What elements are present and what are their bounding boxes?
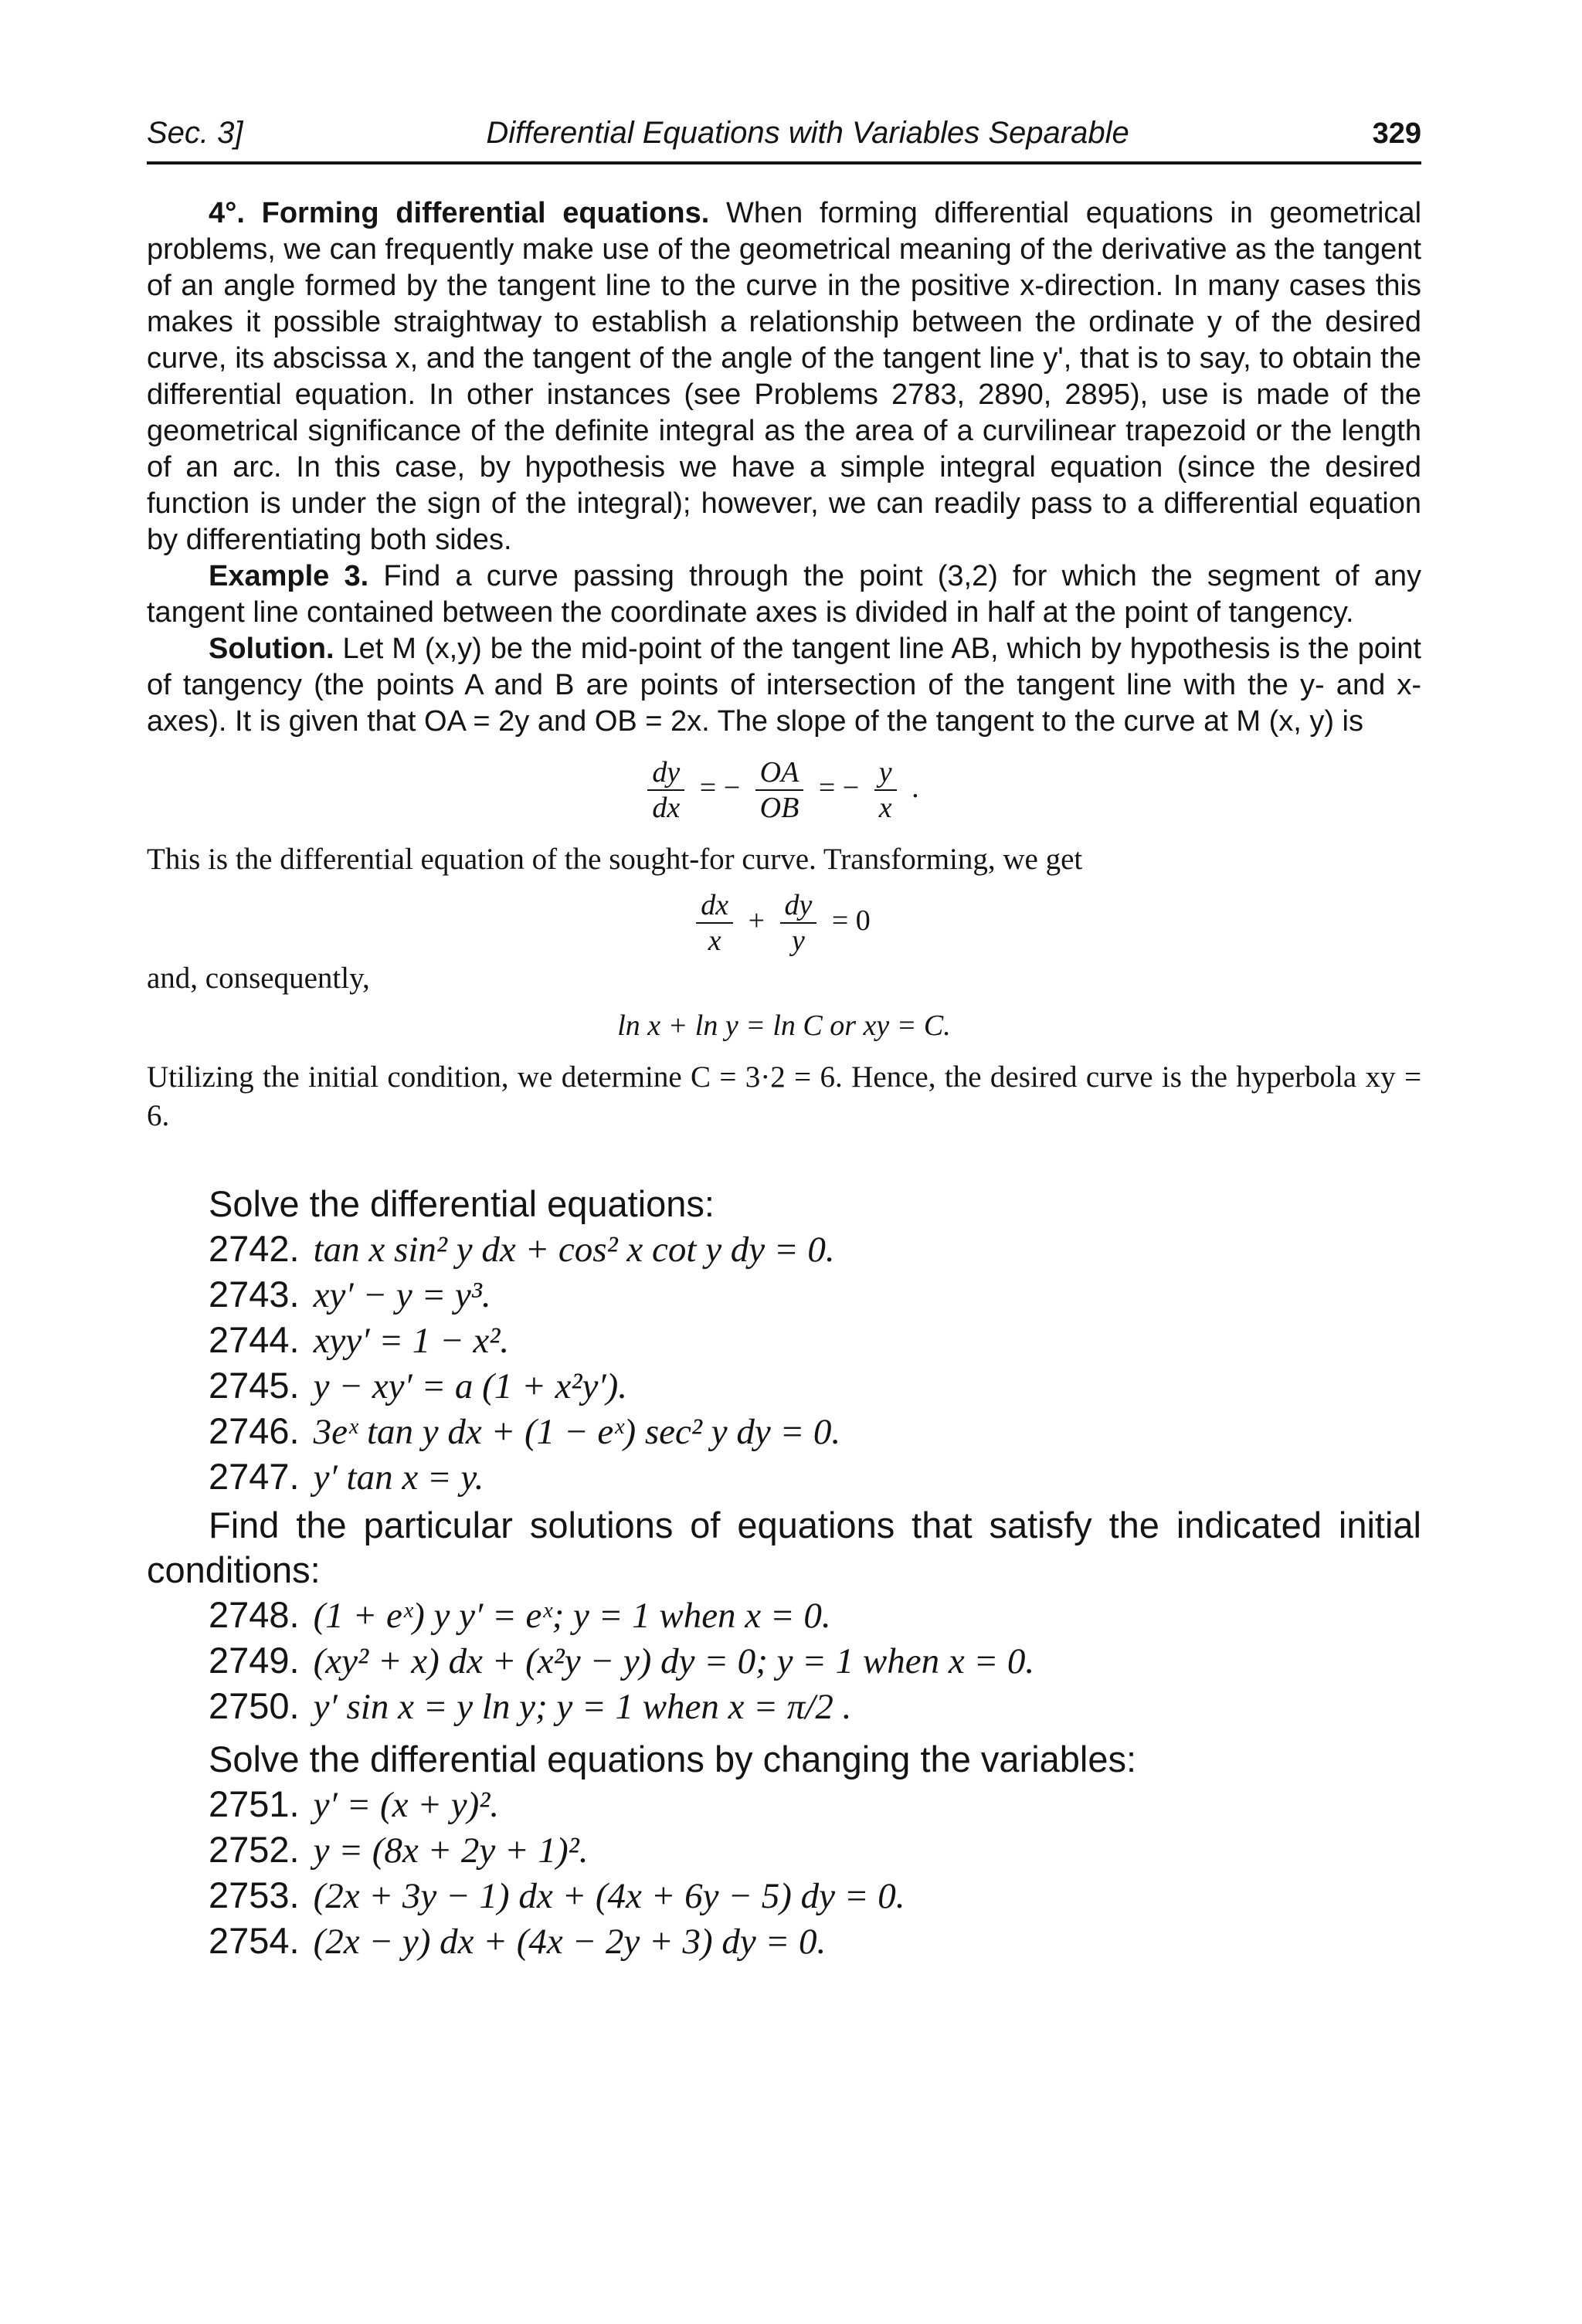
denominator: OB <box>759 792 799 824</box>
solution-paragraph <box>147 631 1421 740</box>
exercise-item <box>147 1226 1421 1272</box>
fraction-y-x <box>874 757 897 823</box>
operator: + <box>748 904 765 937</box>
solution-label: Solution. <box>209 633 334 665</box>
exercise-heading-3: Solve the differential equations by changing the variables: <box>209 1739 1137 1779</box>
exercise-group-2 <box>147 1593 1421 1729</box>
exercise-equation: xyy′ = 1 − x². <box>313 1321 510 1361</box>
exercise-item <box>147 1919 1421 1964</box>
exercise-equation: y′ tan x = y. <box>313 1457 484 1498</box>
running-title: Differential Equations with Variables Separable <box>486 116 1129 150</box>
exercise-number: 2742. <box>209 1228 300 1269</box>
exercise-equation: y′ = (x + y)². <box>313 1785 500 1825</box>
denominator: dx <box>652 792 681 824</box>
solution-text: Let M (x,y) be the mid-point of the tangent line AB, which by hypothesis is the point of tangency (the points A and B are points of intersection of the tangent line with the y- and x-axes). It is given that OA = 2y and OB = 2x. The slope of the tangent to the curve at M (x, y) is <box>147 633 1421 738</box>
exercise-item <box>147 1363 1421 1409</box>
exercise-item <box>147 1782 1421 1827</box>
exercise-number: 2750. <box>209 1685 300 1726</box>
exercise-equation: xy′ − y = y³. <box>313 1275 491 1315</box>
exercise-equation: (xy² + x) dx + (x²y − y) dy = 0; y = 1 when x = 0. <box>313 1641 1035 1681</box>
example-label: Example 3. <box>209 560 369 592</box>
exercise-item <box>147 1827 1421 1873</box>
exercise-item <box>147 1318 1421 1363</box>
operator: = 0 <box>831 904 871 937</box>
numerator: y <box>874 757 897 791</box>
exercise-group-3 <box>147 1782 1421 1964</box>
section-label: Sec. 3] <box>147 116 243 150</box>
subsection-paragraph <box>147 195 1421 558</box>
running-header <box>147 116 1421 165</box>
period: . <box>912 771 919 804</box>
equation-integrated: ln x + ln y = ln C or xy = C. <box>617 1009 951 1042</box>
exercise-number: 2744. <box>209 1319 300 1360</box>
fraction-dy-y <box>780 890 817 956</box>
numerator: dx <box>696 890 733 924</box>
page <box>147 116 1421 1964</box>
exercise-item <box>147 1409 1421 1454</box>
operator: = − <box>818 771 860 804</box>
exercise-equation: tan x sin² y dx + cos² x cot y dy = 0. <box>313 1230 835 1270</box>
conclusion-text: Utilizing the initial condition, we determine C = 3·2 = 6. Hence, the desired curve is the hyperbola xy = 6. <box>147 1060 1421 1132</box>
exercise-heading-2: Find the particular solutions of equations that satisfy the indicated initial conditions: <box>147 1505 1421 1590</box>
denominator: x <box>708 925 721 957</box>
example-text: Find a curve passing through the point (3,2) for which the segment of any tangent line contained between the coordinate axes is divided in half at the point of tangency. <box>147 560 1421 629</box>
exercise-item <box>147 1454 1421 1500</box>
numerator: dy <box>780 890 817 924</box>
exercise-item <box>147 1272 1421 1318</box>
exercise-item <box>147 1684 1421 1729</box>
example-paragraph <box>147 558 1421 631</box>
exercise-heading-1: Solve the differential equations: <box>209 1183 715 1224</box>
exercise-item <box>147 1593 1421 1638</box>
subsection-label: 4°. Forming differential equations. <box>209 197 710 229</box>
exercise-number: 2754. <box>209 1920 300 1961</box>
exercise-group-1 <box>147 1226 1421 1500</box>
exercise-equation: y = (8x + 2y + 1)². <box>313 1830 589 1871</box>
exercise-number: 2748. <box>209 1594 300 1635</box>
denominator: y <box>792 925 805 957</box>
fraction-dx-x <box>696 890 733 956</box>
equation-slope <box>147 757 1421 823</box>
numerator: dy <box>647 757 684 791</box>
exercise-number: 2747. <box>209 1456 300 1497</box>
exercise-number: 2752. <box>209 1829 300 1870</box>
exercise-equation: 3eˣ tan y dx + (1 − eˣ) sec² y dy = 0. <box>313 1412 841 1452</box>
exercise-equation: (1 + eˣ) y y′ = eˣ; y = 1 when x = 0. <box>313 1596 831 1636</box>
page-number: 329 <box>1372 117 1421 150</box>
exercise-number: 2745. <box>209 1365 300 1406</box>
exercise-number: 2746. <box>209 1410 300 1451</box>
exercise-item <box>147 1873 1421 1919</box>
subsection-text: When forming differential equations in geometrical problems, we can frequently make use of the geometrical meaning of the derivative as the tangent of an angle formed by the tangent line to the curve in the positive x-direction. In many cases this makes it possible straightway to establish a relationship between the ordinate y of the desired curve, its abscissa x, and the tangent of the angle of the tangent line y', that is to say, to obtain the differential equation. In other instances (see Problems 2783, 2890, 2895), use is made of the geometrical significance of the definite integral as the area of a curvilinear trapezoid or the length of an arc. In this case, by hypothesis we have a simple integral equation (since the desired function is under the sign of the integral); however, we can readily pass to a differential equation by differentiating both sides. <box>147 197 1422 556</box>
exercise-equation: (2x + 3y − 1) dx + (4x + 6y − 5) dy = 0. <box>313 1876 905 1916</box>
exercise-item <box>147 1638 1421 1684</box>
numerator: OA <box>755 757 804 791</box>
exercise-equation: (2x − y) dx + (4x − 2y + 3) dy = 0. <box>313 1922 827 1962</box>
exercise-number: 2743. <box>209 1274 300 1315</box>
exercise-equation: y − xy′ = a (1 + x²y′). <box>313 1366 628 1406</box>
after-equation-text: This is the differential equation of the sought-for curve. Transforming, we get <box>147 843 1083 876</box>
denominator: x <box>878 792 892 824</box>
exercise-section <box>147 1182 1421 1964</box>
fraction-dy-dx <box>647 757 684 823</box>
exercise-equation: y′ sin x = y ln y; y = 1 when x = π/2 . <box>313 1687 852 1727</box>
and-consequently-text: and, consequently, <box>147 962 370 995</box>
exercise-number: 2753. <box>209 1874 300 1915</box>
fraction-oa-ob <box>755 757 804 823</box>
exercise-number: 2751. <box>209 1783 300 1824</box>
exercise-number: 2749. <box>209 1640 300 1681</box>
equation-separated <box>147 890 1421 956</box>
operator: = − <box>699 771 741 804</box>
